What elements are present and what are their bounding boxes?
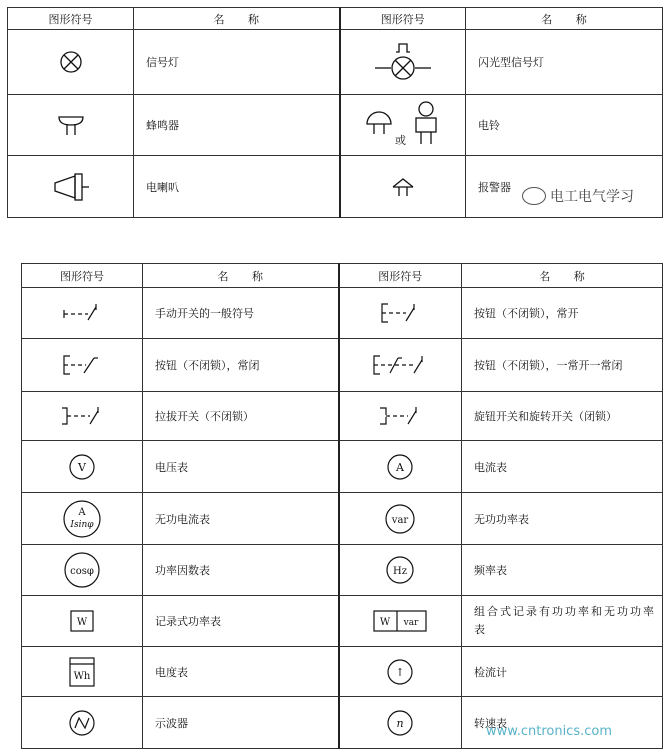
- buzzer-symbol-cell: [8, 95, 134, 156]
- header-symbol: 图形符号: [22, 264, 143, 288]
- rotary-switch-symbol-cell: [339, 392, 462, 441]
- header-name: 名 称: [462, 264, 663, 288]
- varmeter-icon: [384, 503, 416, 535]
- loudspeaker-symbol-cell: [8, 156, 134, 218]
- tachometer-glyph: n: [396, 716, 404, 730]
- table-cell-name: 闪光型信号灯: [466, 30, 663, 95]
- frequency-meter-symbol-cell: [339, 545, 462, 596]
- table-cell-name: 转速表: [462, 697, 663, 749]
- table-cell-name: 手动开关的一般符号: [143, 288, 339, 339]
- watt-hour-glyph: Wh: [73, 670, 91, 682]
- table-cell-name: 记录式功率表: [143, 596, 339, 647]
- table-cell-name: 频率表: [462, 545, 663, 596]
- reactive-current-meter-symbol-cell: [22, 493, 143, 545]
- oscilloscope-icon: [68, 709, 96, 737]
- flashing-signal-lamp-icon: [373, 40, 433, 84]
- table-cell-name: 按钮（不闭锁），常开: [462, 288, 663, 339]
- push-button-nc-icon: [62, 353, 102, 377]
- table-cell-name: 按钮（不闭锁），一常开一常闭: [462, 339, 663, 392]
- reactive-current-glyph-bottom: Isinφ: [70, 519, 94, 530]
- buzzer-icon: [56, 113, 86, 137]
- watt-hour-meter-symbol-cell: [22, 647, 143, 697]
- table-cell-name: 电铃: [466, 95, 663, 156]
- reactive-current-meter-icon: [62, 499, 102, 539]
- table-cell-name: 组合式记录有功功率和无功功率表: [462, 596, 663, 647]
- table-cell-name: 报警器: [466, 156, 663, 218]
- alarm-icon: [391, 176, 415, 198]
- push-button-nc-symbol-cell: [22, 339, 143, 392]
- table-cell-name: 功率因数表: [143, 545, 339, 596]
- varmeter-glyph: var: [392, 514, 409, 526]
- ammeter-symbol-cell: [339, 441, 462, 493]
- voltmeter-icon: [68, 453, 96, 481]
- or-label: 或: [394, 134, 406, 147]
- combined-glyph-w: W: [380, 617, 391, 628]
- table-cell-name: 电度表: [143, 647, 339, 697]
- power-factor-meter-symbol-cell: [22, 545, 143, 596]
- header-symbol: 图形符号: [8, 8, 134, 30]
- table-cell-name: 旋钮开关和旋转开关（闭锁）: [462, 392, 663, 441]
- rotary-switch-icon: [378, 404, 422, 428]
- symbol-table-2: [21, 263, 663, 749]
- push-button-no-symbol-cell: [339, 288, 462, 339]
- tachometer-icon: [386, 709, 414, 737]
- reactive-current-glyph-top: A: [78, 506, 86, 518]
- wechat-icon: [522, 187, 546, 205]
- table-cell-name: 检流计: [462, 647, 663, 697]
- varmeter-symbol-cell: [339, 493, 462, 545]
- combined-recording-meter-icon: [373, 610, 427, 632]
- wechat-watermark-text: 电工电气学习: [550, 189, 634, 205]
- wechat-watermark: [522, 186, 634, 206]
- site-watermark: www.cntronics.com: [486, 724, 613, 739]
- manual-switch-icon: [62, 302, 102, 324]
- recording-wattmeter-icon: [70, 610, 94, 632]
- frequency-glyph: Hz: [393, 566, 408, 577]
- recording-wattmeter-glyph: W: [76, 617, 88, 628]
- pull-switch-symbol-cell: [22, 392, 143, 441]
- galvanometer-symbol-cell: [339, 647, 462, 697]
- frequency-meter-icon: [385, 555, 415, 585]
- table-cell-name: 信号灯: [134, 30, 340, 95]
- voltmeter-glyph: V: [78, 460, 86, 474]
- ammeter-glyph: A: [396, 460, 405, 474]
- electric-bell-icon: [364, 100, 442, 150]
- table-cell-name: 蜂鸣器: [134, 95, 340, 156]
- table-cell-name: 无功电流表: [143, 493, 339, 545]
- combined-recording-meter-symbol-cell: [339, 596, 462, 647]
- oscilloscope-symbol-cell: [22, 697, 143, 749]
- galvanometer-icon: [386, 658, 414, 686]
- table-cell-name: 拉拔开关（不闭锁）: [143, 392, 339, 441]
- table-cell-name: 按钮（不闭锁），常闭: [143, 339, 339, 392]
- header-name: 名 称: [143, 264, 339, 288]
- pull-switch-icon: [60, 404, 104, 428]
- electric-bell-symbol-cell: [340, 95, 466, 156]
- flashing-signal-lamp-symbol-cell: [340, 30, 466, 95]
- push-button-no-icon: [380, 301, 420, 325]
- table-cell-name: 电喇叭: [134, 156, 340, 218]
- watt-hour-meter-icon: [69, 657, 95, 687]
- recording-wattmeter-symbol-cell: [22, 596, 143, 647]
- alarm-symbol-cell: [340, 156, 466, 218]
- galvanometer-glyph: ↑: [395, 665, 405, 679]
- header-symbol: 图形符号: [339, 264, 462, 288]
- ammeter-icon: [386, 453, 414, 481]
- header-name: 名 称: [466, 8, 663, 30]
- power-factor-glyph: cosφ: [70, 566, 94, 577]
- power-factor-meter-icon: [63, 551, 101, 589]
- loudspeaker-icon: [51, 170, 91, 204]
- manual-switch-symbol-cell: [22, 288, 143, 339]
- signal-lamp-symbol-cell: [8, 30, 134, 95]
- table-cell-name: 示波器: [143, 697, 339, 749]
- tachometer-symbol-cell: [339, 697, 462, 749]
- push-button-no-nc-icon: [372, 353, 428, 377]
- header-symbol: 图形符号: [340, 8, 466, 30]
- voltmeter-symbol-cell: [22, 441, 143, 493]
- push-button-no-nc-symbol-cell: [339, 339, 462, 392]
- signal-lamp-icon: [56, 47, 86, 77]
- table-cell-name: 电流表: [462, 441, 663, 493]
- combined-glyph-var: var: [403, 618, 419, 628]
- header-name: 名 称: [134, 8, 340, 30]
- table-cell-name: 无功功率表: [462, 493, 663, 545]
- table-cell-name: 电压表: [143, 441, 339, 493]
